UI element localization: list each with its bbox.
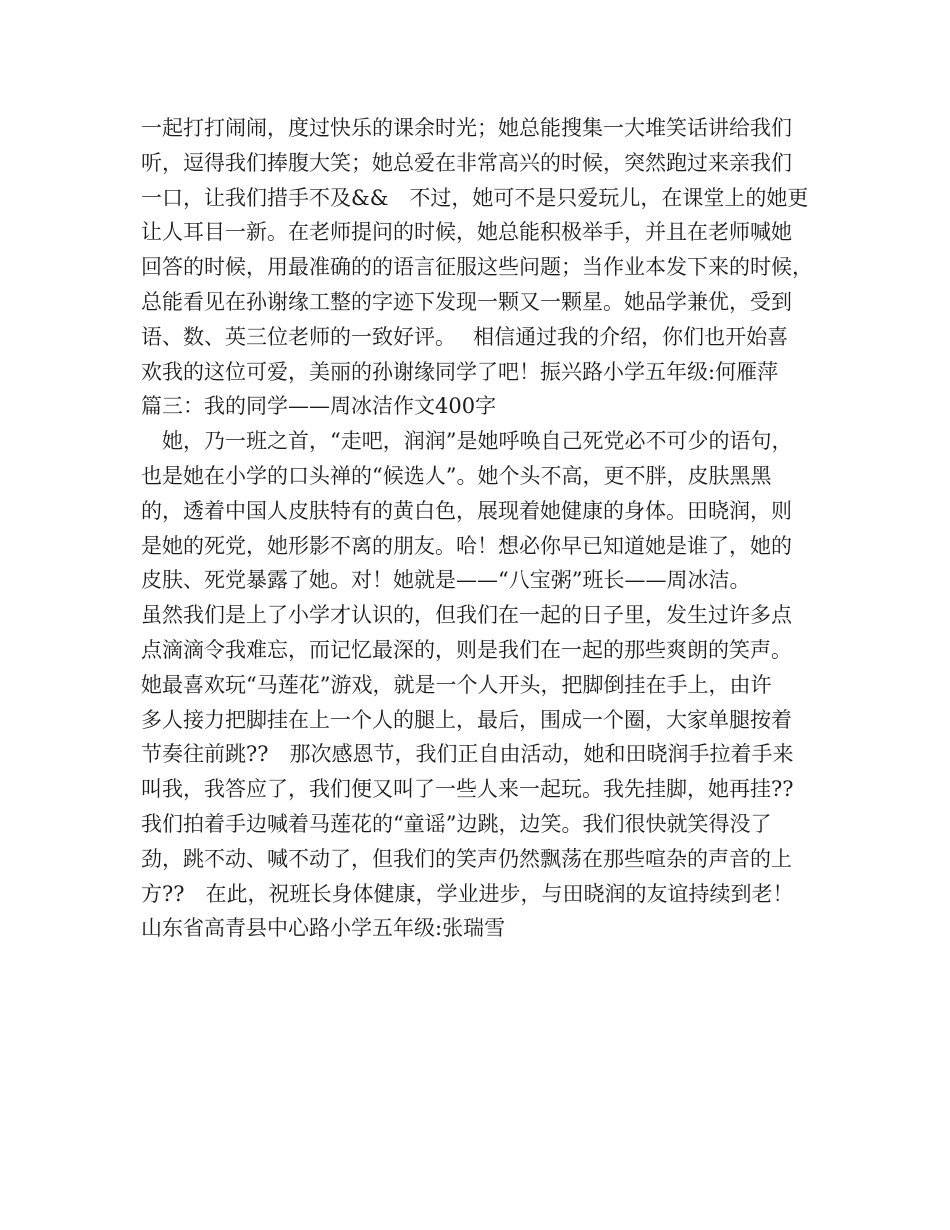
text-line-16: 点滴滴令我难忘，而记忆最深的，则是我们在一起的那些爽朗的笑声。 <box>141 637 792 662</box>
text-line-18: 多人接力把脚挂在上一个人的腿上，最后，围成一个圈，大家单腿按着 <box>141 707 792 732</box>
text-line-3: 一口，让我们措手不及&& 不过，她可不是只爱玩儿，在课堂上的她更 <box>141 185 809 210</box>
text-line-13: 是她的死党，她形影不离的朋友。哈！想必你早已知道她是谁了，她的 <box>141 533 792 558</box>
text-line-22: 劲，跳不动、喊不动了，但我们的笑声仍然飘荡在那些喧杂的声音的上 <box>141 846 792 871</box>
essay-text-block <box>141 111 821 946</box>
text-line-21: 我们拍着手边喊着马莲花的“童谣”边跳，边笑。我们很快就笑得没了 <box>141 811 772 836</box>
section-heading: 篇三：我的同学——周冰洁作文400字 <box>141 394 497 419</box>
text-line-10: 她，乃一班之首，“走吧，润润”是她呼唤自己死党必不可少的语句， <box>141 429 793 454</box>
text-line-8: 欢我的这位可爱，美丽的孙谢缘同学了吧！振兴路小学五年级:何雁萍 <box>141 359 779 384</box>
text-line-1: 一起打打闹闹，度过快乐的课余时光；她总能搜集一大堆笑话讲给我们 <box>141 116 792 140</box>
text-line-19: 节奏往前跳?? 那次感恩节，我们正自由活动，她和田晓润手拉着手来 <box>141 742 794 767</box>
text-line-11: 也是她在小学的口头禅的“候选人”。她个头不高，更不胖，皮肤黑黑 <box>141 463 772 488</box>
text-line-17: 她最喜欢玩“马莲花”游戏，就是一个人开头，把脚倒挂在手上，由许 <box>141 672 772 697</box>
text-line-7: 语、数、英三位老师的一致好评。 相信通过我的介绍，你们也开始喜 <box>141 324 789 349</box>
text-line-4: 让人耳目一新。在老师提问的时候，她总能积极举手，并且在老师喊她 <box>141 220 792 245</box>
text-line-6: 总能看见在孙谢缘工整的字迹下发现一颗又一颗星。她品学兼优，受到 <box>141 289 792 314</box>
text-line-15: 虽然我们是上了小学才认识的，但我们在一起的日子里，发生过许多点 <box>141 603 792 628</box>
text-line-23: 方?? 在此，祝班长身体健康，学业进步，与田晓润的友谊持续到老！ <box>141 881 794 906</box>
text-line-14: 皮肤、死党暴露了她。对！她就是——“八宝粥”班长——周冰洁。 <box>141 568 751 593</box>
text-line-5: 回答的时候，用最准确的的语言征服这些问题；当作业本发下来的时候， <box>141 255 813 280</box>
author-signature-line: 山东省高青县中心路小学五年级:张瑞雪 <box>141 916 506 941</box>
text-line-2: 听，逗得我们捧腹大笑；她总爱在非常高兴的时候，突然跑过来亲我们 <box>141 150 792 175</box>
text-line-12: 的，透着中国人皮肤特有的黄白色，展现着她健康的身体。田晓润，则 <box>141 498 792 523</box>
text-line-20: 叫我，我答应了，我们便又叫了一些人来一起玩。我先挂脚，她再挂?? <box>141 777 794 802</box>
